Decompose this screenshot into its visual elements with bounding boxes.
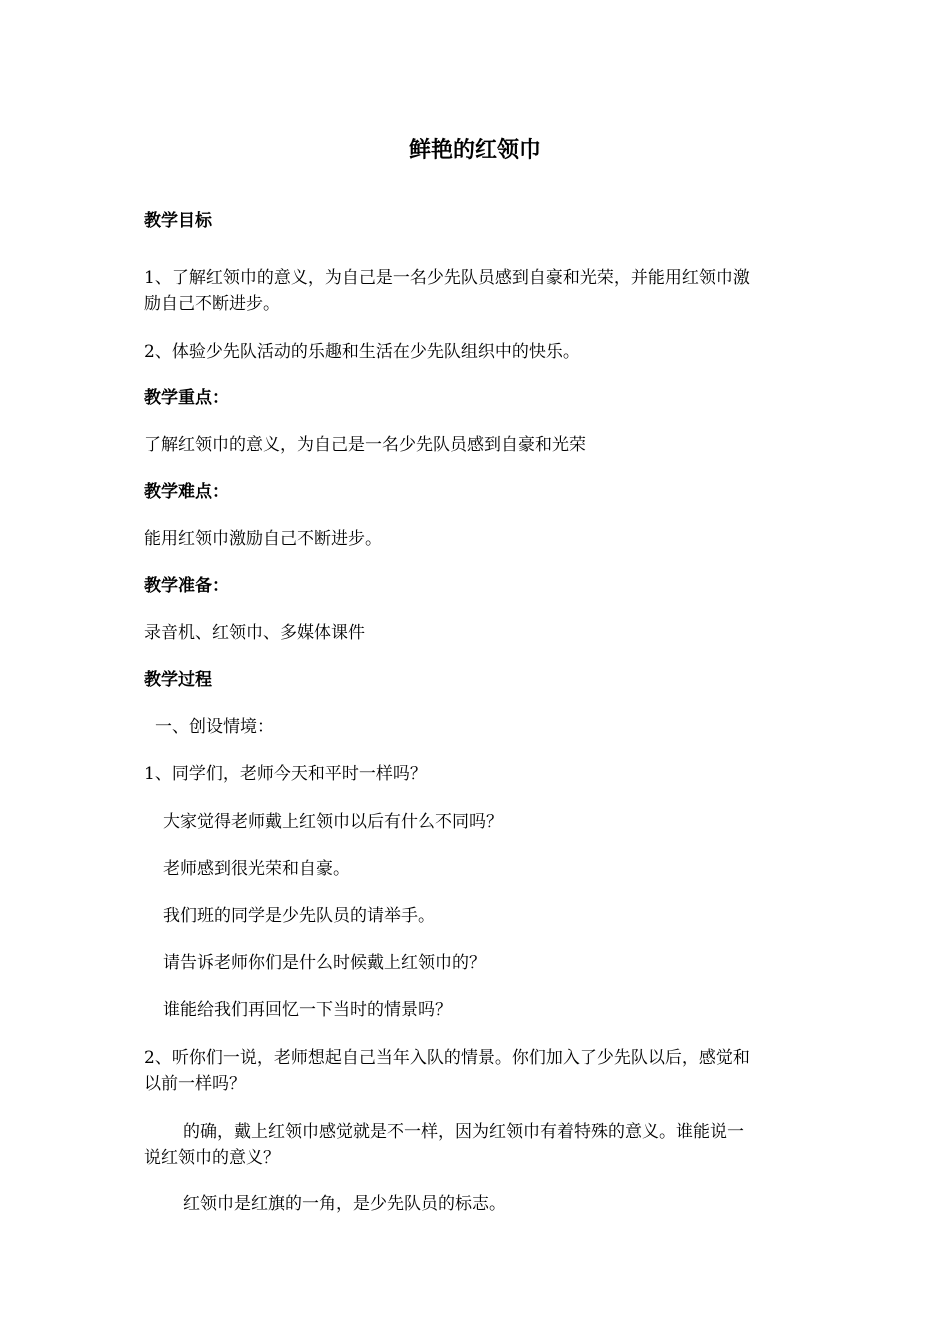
question-2-line-1: 2、听你们一说，老师想起自己当年入队的情景。你们加入了少先队以后，感觉和 [144,1048,750,1068]
step-1-heading: 一、创设情境： [155,717,274,737]
question-1-followup-a: 大家觉得老师戴上红领巾以后有什么不同吗？ [163,812,503,832]
heading-key-points: 教学重点： [144,388,229,408]
difficulties-text: 能用红领巾激励自己不断进步。 [144,529,382,549]
preparation-text: 录音机、红领巾、多媒体课件 [144,623,365,643]
question-1-followup-c: 我们班的同学是少先队员的请举手。 [163,906,435,926]
heading-preparation: 教学准备： [144,576,229,596]
question-2-line-2: 以前一样吗？ [144,1074,246,1094]
question-1: 1、同学们，老师今天和平时一样吗？ [144,764,427,784]
key-points-text: 了解红领巾的意义，为自己是一名少先队员感到自豪和光荣 [144,435,586,455]
question-1-followup-d: 请告诉老师你们是什么时候戴上红领巾的？ [163,953,486,973]
question-2-answer-line-2: 说红领巾的意义？ [144,1148,280,1168]
question-1-followup-e: 谁能给我们再回忆一下当时的情景吗？ [163,1000,452,1020]
document-title: 鲜艳的红领巾 [408,137,541,163]
goal-1-line-2: 励自己不断进步。 [144,294,280,314]
heading-teaching-goals: 教学目标 [144,211,212,231]
question-2-answer-b: 红领巾是红旗的一角，是少先队员的标志。 [183,1194,506,1214]
heading-difficulties: 教学难点： [144,482,229,502]
goal-1-line-1: 1、了解红领巾的意义，为自己是一名少先队员感到自豪和光荣，并能用红领巾激 [144,268,750,288]
question-2-answer-line-1: 的确，戴上红领巾感觉就是不一样，因为红领巾有着特殊的意义。谁能说一 [183,1122,744,1142]
heading-teaching-process: 教学过程 [144,670,212,690]
goal-2: 2、体验少先队活动的乐趣和生活在少先队组织中的快乐。 [144,342,580,362]
question-1-followup-b: 老师感到很光荣和自豪。 [163,859,350,879]
